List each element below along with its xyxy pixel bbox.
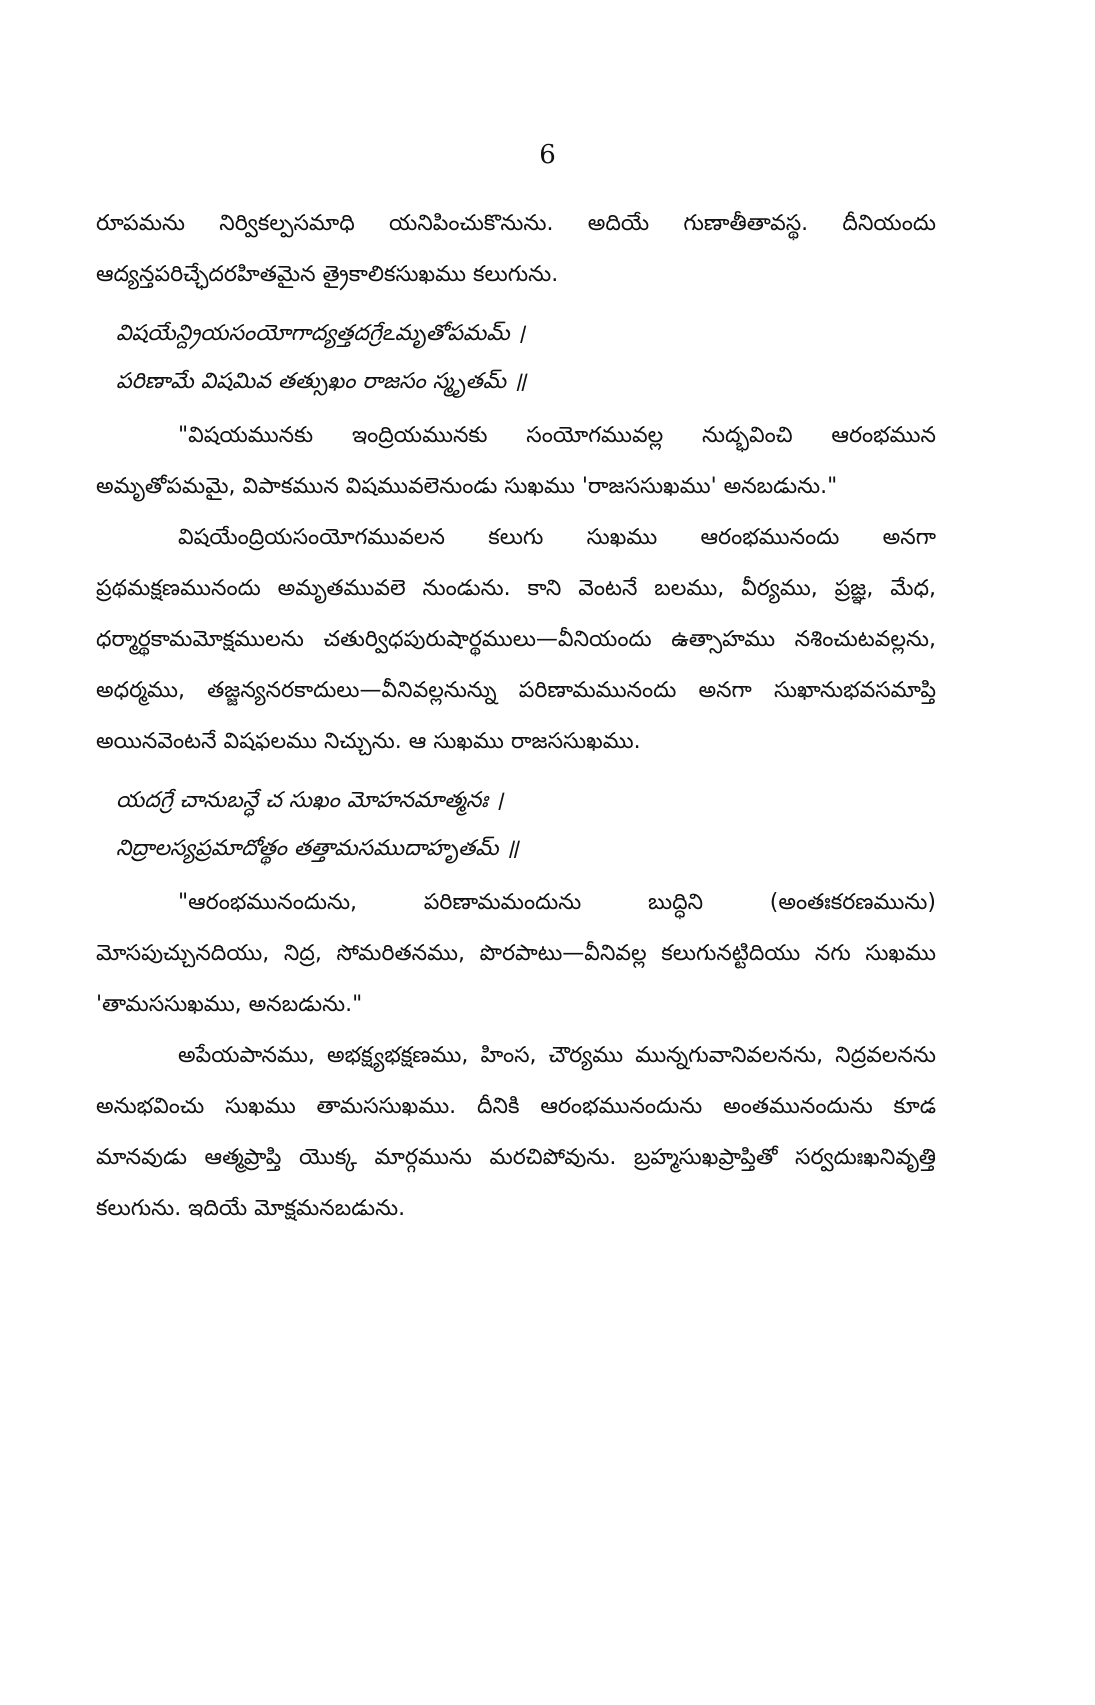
paragraph-gunatita: రూపమను నిర్వికల్పసమాధి యనిపించుకొనును. అదియే గుణాతీతావస్థ. దీనియందు ఆద్యన్తపరిచ్ఛేదరహితమైన త్రైకాలికసుఖము కలుగును. (96, 211, 936, 287)
paragraph-tamasa-meaning: "ఆరంభమునందును, పరిణామమందును బుద్ధిని (అంతఃకరణమును) మోసపుచ్చునదియు, నిద్ర, సోమరితనము, పొరపాటు—వీనివల్ల కలుగునట్టిదియు నగు సుఖము 'తామససుఖము, అనబడును." (96, 890, 936, 1017)
page-number: 6 (539, 140, 556, 170)
body-text (96, 198, 936, 1234)
verse-line: విషయేన్ద్రియసంయోగాద్యత్తదగ్రేఽమృతోపమమ్ । (116, 321, 525, 346)
paragraph-tamasa-explanation: అపేయపానము, అభక్ష్యభక్షణము, హింస, చౌర్యము మున్నగువానివలనను, నిద్రవలనను అనుభవించు సుఖము తామససుఖము. దీనికి ఆరంభమునందును అంతమునందును కూడ మానవుడు ఆత్మప్రాప్తి యొక్క మార్గమును మరచిపోవును. బ్రహ్మసుఖప్రాప్తితో సర్వదుఃఖనివృత్తి కలుగును. ఇదియే మోక్షమనబడును. (96, 1043, 936, 1221)
paragraph-rajasa-explanation: విషయేంద్రియసంయోగమువలన కలుగు సుఖము ఆరంభమునందు అనగా ప్రథమక్షణమునందు అమృతమువలె నుండును. కాని వెంటనే బలము, వీర్యము, ప్రజ్ఞ, మేధ, ధర్మార్థకామమోక్షములను చతుర్విధపురుషార్థములు—వీనియందు ఉత్సాహము నశించుటవల్లను, అధర్మము, తజ్జన్యనరకాదులు—వీనివల్లనున్ను పరిణామమునందు అనగా సుఖానుభవసమాప్తి అయినవెంటనే విషఫలము నిచ్చును. ఆ సుఖము రాజససుఖము. (96, 525, 936, 754)
paragraph-rajasa-meaning: "విషయమునకు ఇంద్రియమునకు సంయోగమువల్ల నుద్భవించి ఆరంభమున అమృతోపమమై, విపాకమున విషమువలెనుండు సుఖము 'రాజససుఖము' అనబడును." (96, 423, 936, 499)
verse-line: యదగ్రే చానుబన్ధే చ సుఖం మోహనమాత్మనః । (116, 788, 504, 813)
verse-rajasa-sukha (116, 310, 936, 406)
verse-line: పరిణామే విషమివ తత్సుఖం రాజసం స్మృతమ్ ॥ (116, 369, 527, 394)
verse-tamasa-sukha (116, 777, 936, 873)
verse-line: నిద్రాలస్యప్రమాదోత్థం తత్తామసముదాహృతమ్ ॥ (116, 836, 519, 861)
